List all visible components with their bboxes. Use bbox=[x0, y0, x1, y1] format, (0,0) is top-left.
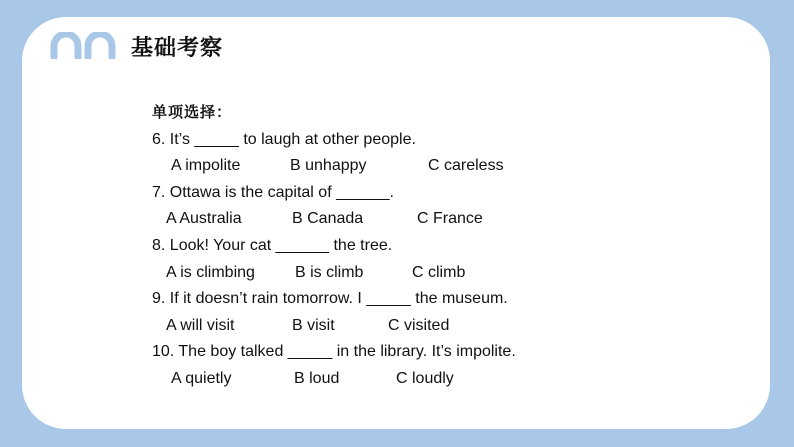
question-stem: 8. Look! Your cat ______ the tree. bbox=[152, 236, 393, 254]
question-stem: 7. Ottawa is the capital of ______. bbox=[152, 183, 394, 201]
option-b: B is climb bbox=[295, 263, 364, 281]
option-c: C visited bbox=[388, 316, 450, 334]
question-stem: 10. The boy talked _____ in the library. It’s impolite. bbox=[152, 343, 516, 361]
option-c: C careless bbox=[428, 157, 504, 175]
double-arch-icon bbox=[50, 32, 118, 60]
option-c: C climb bbox=[412, 263, 466, 281]
option-a: A Australia bbox=[166, 210, 242, 228]
option-b: B unhappy bbox=[290, 157, 367, 175]
question-options bbox=[152, 153, 712, 180]
exercise-content bbox=[152, 100, 712, 393]
option-a: A impolite bbox=[171, 157, 241, 175]
option-c: C France bbox=[417, 210, 483, 228]
question-options bbox=[152, 260, 712, 287]
question-stem: 6. It’s _____ to laugh at other people. bbox=[152, 130, 416, 148]
question-stem: 9. If it doesn’t rain tomorrow. I _____ the museum. bbox=[152, 290, 508, 308]
option-a: A quietly bbox=[171, 369, 232, 387]
question-options bbox=[152, 313, 712, 340]
option-c: C loudly bbox=[396, 369, 454, 387]
page-title: 基础考察 bbox=[131, 35, 224, 60]
option-b: B loud bbox=[294, 369, 340, 387]
option-a: A is climbing bbox=[166, 263, 255, 281]
option-b: B visit bbox=[292, 316, 335, 334]
question-options bbox=[152, 206, 712, 233]
section-label: 单项选择： bbox=[152, 104, 233, 121]
question-options bbox=[152, 366, 712, 393]
option-a: A will visit bbox=[166, 316, 235, 334]
option-b: B Canada bbox=[292, 210, 364, 228]
